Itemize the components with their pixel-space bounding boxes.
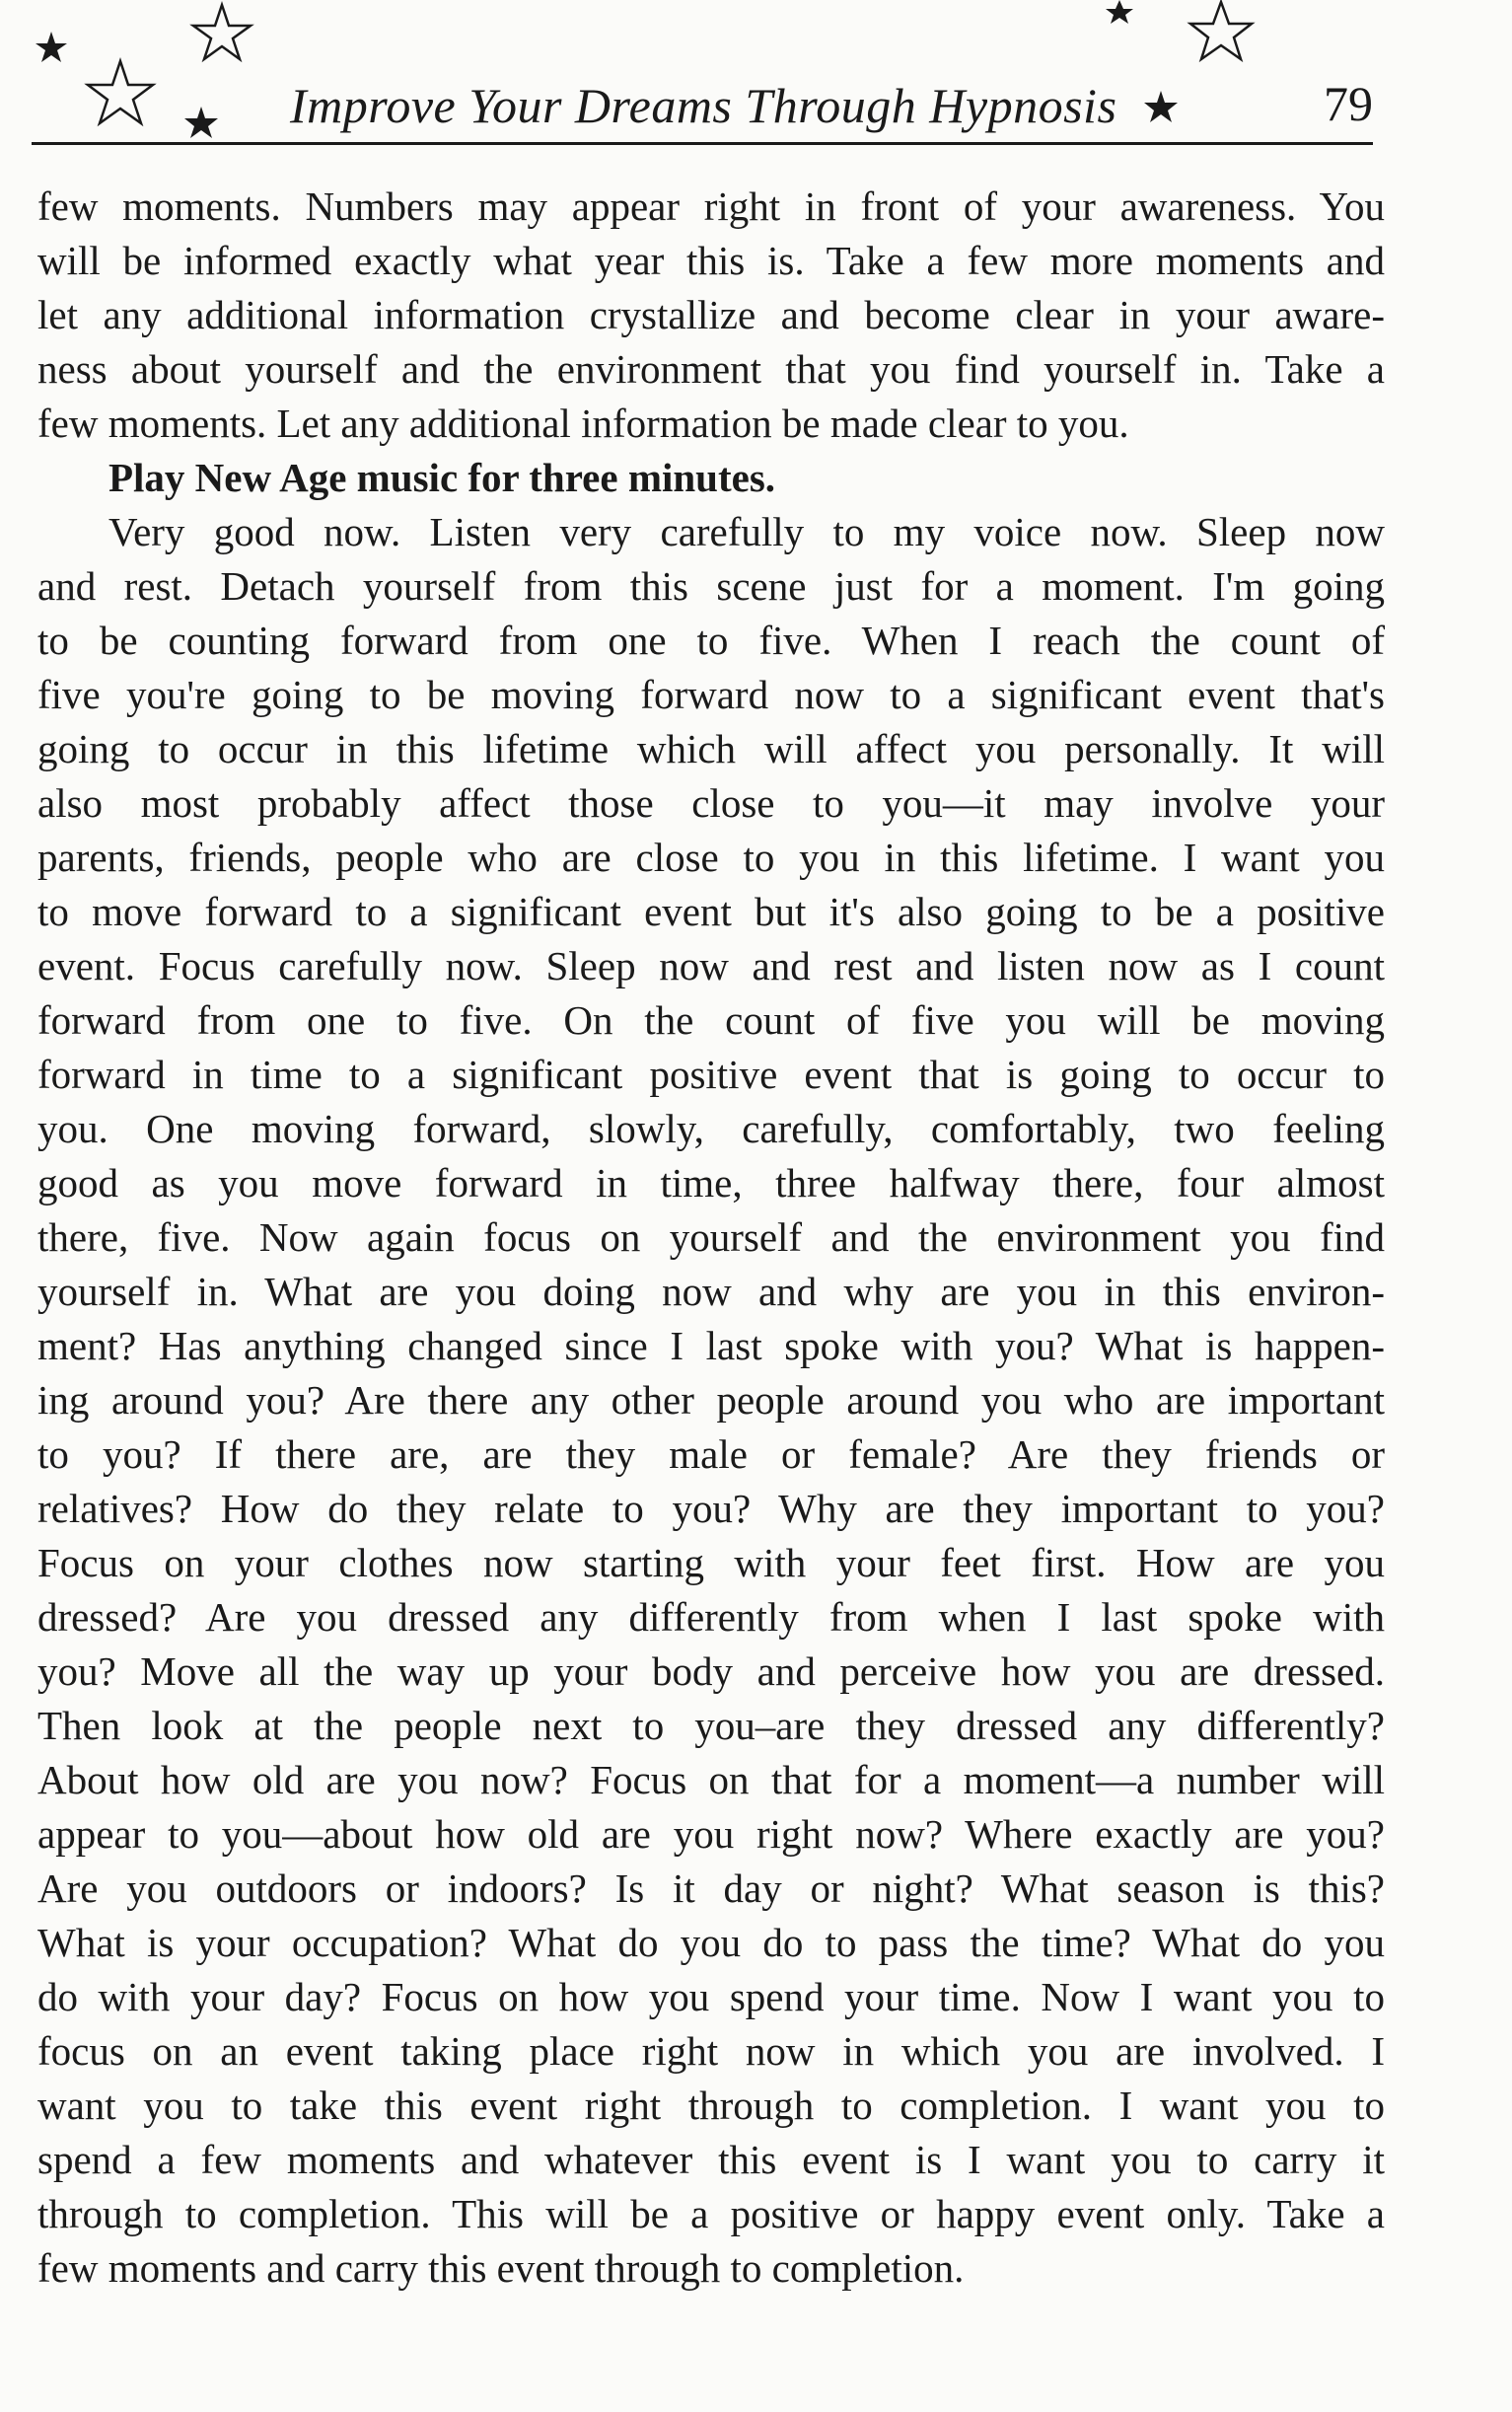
instruction-line: Play New Age music for three minutes. [108,455,776,500]
text-line: you. One moving forward, slowly, carefully, comfortably, two feeling [37,1106,1385,1151]
text-line: through to completion. This will be a positive or happy event only. Take a [37,2191,1385,2236]
text-line: forward in time to a significant positive event that is going to occur to [37,1052,1385,1097]
text-line: spend a few moments and whatever this event is I want you to carry it [37,2137,1385,2182]
text-line: Very good now. Listen very carefully to my voice now. Sleep now [108,509,1385,554]
text-line: good as you move forward in time, three halfway there, four almost [37,1160,1385,1206]
body-text [37,180,1385,2296]
text-line: yourself in. What are you doing now and why are you in this environ- [37,1269,1385,1314]
text-line: About how old are you now? Focus on that for a moment—a number will [37,1757,1385,1802]
text-line: ment? Has anything changed since I last spoke with you? What is happen- [37,1323,1385,1368]
text-line: few moments. Numbers may appear right in front of your awareness. You [37,183,1385,229]
text-line: dressed? Are you dressed any differently from when I last spoke with [37,1594,1385,1640]
text-line: to move forward to a significant event but it's also going to be a positive [37,889,1385,934]
text-line: will be informed exactly what year this is. Take a few more moments and [37,238,1385,283]
text-line: going to occur in this lifetime which will affect you personally. It will [37,726,1385,771]
text-line: ing around you? Are there any other people around you who are important [37,1377,1385,1423]
running-head: Improve Your Dreams Through Hypnosis [290,78,1117,133]
text-line: appear to you—about how old are you right now? Where exactly are you? [37,1811,1385,1857]
text-line: want you to take this event right through to completion. I want you to [37,2083,1385,2128]
text-line: relatives? How do they relate to you? Why are they important to you? [37,1486,1385,1531]
text-line: Then look at the people next to you–are they dressed any differently? [37,1703,1385,1748]
text-line: and rest. Detach yourself from this scene just for a moment. I'm going [37,563,1385,609]
text-line: five you're going to be moving forward now to a significant event that's [37,672,1385,717]
text-line: few moments. Let any additional information be made clear to you. [37,401,1129,446]
text-line: focus on an event taking place right now in which you are involved. I [37,2028,1385,2074]
text-line: there, five. Now again focus on yourself and the environment you find [37,1214,1385,1260]
outline-star-icon [1190,2,1252,59]
text-line: to be counting forward from one to five. When I reach the count of [37,618,1385,663]
text-line: parents, friends, people who are close to you in this lifetime. I want you [37,835,1385,880]
text-line: forward from one to five. On the count of five you will be moving [37,997,1385,1043]
page-header [32,57,1373,146]
text-line: Focus on your clothes now starting with your feet first. How are you [37,1540,1385,1585]
text-line: also most probably affect those close to you—it may involve your [37,780,1385,826]
solid-star-icon [1106,0,1133,24]
outline-star-icon [193,5,251,59]
text-line: to you? If there are, are they male or female? Are they friends or [37,1431,1385,1477]
text-line: What is your occupation? What do you do to pass the time? What do you [37,1920,1385,1965]
text-line: ness about yourself and the environment that you find yourself in. Take a [37,346,1385,392]
page-number: 79 [1324,76,1373,131]
header-rule [32,142,1373,145]
text-line: you? Move all the way up your body and perceive how you are dressed. [37,1648,1385,1694]
text-line: few moments and carry this event through to completion. [37,2245,965,2291]
text-line: do with your day? Focus on how you spend your time. Now I want you to [37,1974,1385,2019]
text-line: event. Focus carefully now. Sleep now and rest and listen now as I count [37,943,1385,988]
text-line: Are you outdoors or indoors? Is it day or night? What season is this? [37,1865,1385,1911]
text-line: let any additional information crystallize and become clear in your aware- [37,292,1385,337]
